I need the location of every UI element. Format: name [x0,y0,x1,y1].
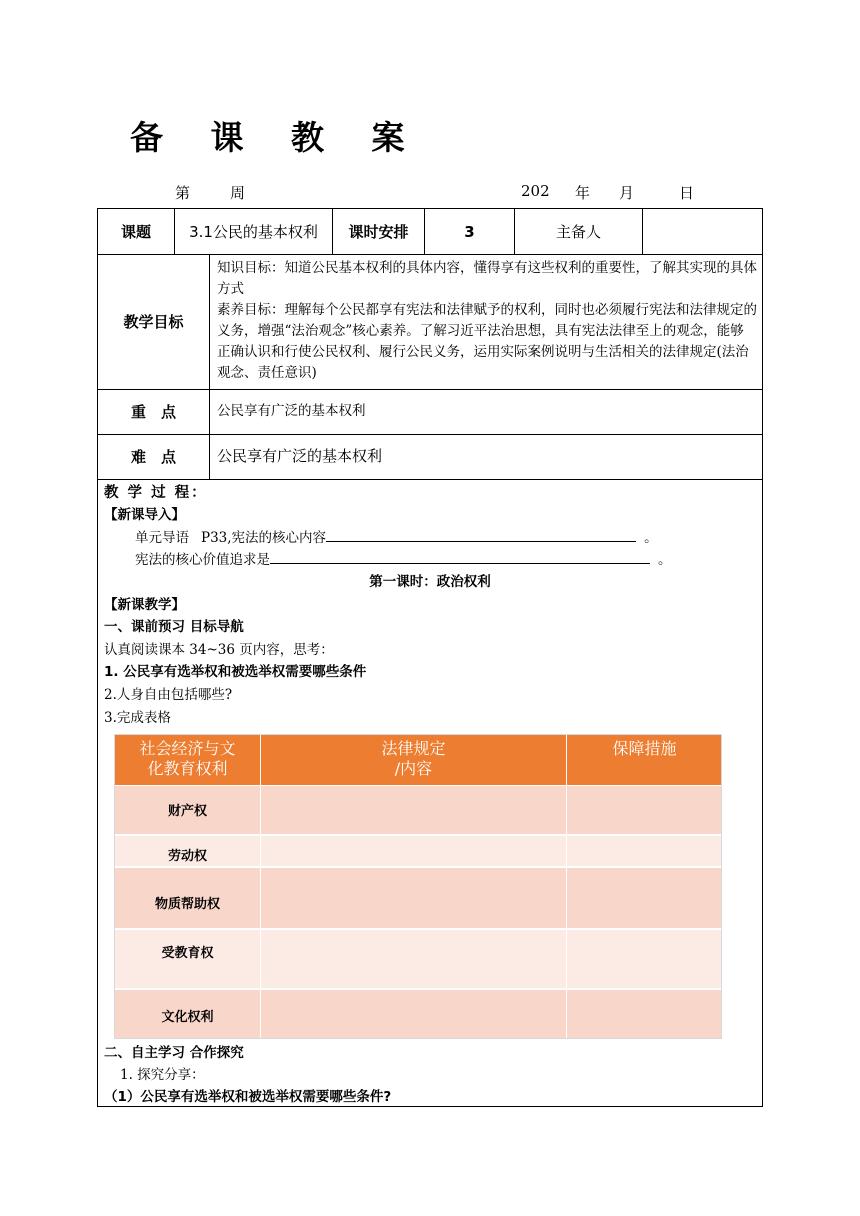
topic-label: 课题 [120,223,151,241]
rights-table [114,734,722,1039]
row-label-culture: 文化权利 [161,1010,214,1025]
schedule-value: 3 [464,222,475,241]
intro-line-1 [135,527,658,548]
intro-line1-b: P33,宪法的核心内容 [201,530,327,546]
week-label-di: 第 [175,184,191,202]
process-heading: 教 学 过 程： [104,485,208,501]
schedule-label: 课时安排 [348,223,409,241]
sec2-line: 1. 探究分享： [120,1067,205,1083]
goals-label: 教学目标 [123,313,184,331]
sec2-question: （1）公民享有选举权和被选举权需要哪些条件? [104,1089,392,1105]
question-1: 1. 公民享有选举权和被选举权需要哪些条件 [104,664,367,680]
key-point-text: 公民享有广泛的基本权利 [217,403,366,419]
table-header-col-1: 社会经济与文 化教育权利 [115,735,260,785]
table-row [115,868,721,928]
sec1-line: 认真阅读课本 34~36 页内容，思考： [104,642,334,658]
table-header-col-3: 保障措施 [567,735,722,785]
sec1-heading: 一、课前预习 目标导航 [104,619,244,635]
difficult-point-label: 难 点 [130,448,176,466]
table-row [115,836,721,866]
preparer-value [643,209,762,254]
date-year: 202 [521,182,550,200]
preparer-label: 主备人 [555,223,601,241]
date-yue: 月 [619,184,635,202]
intro-heading: 【新课导入】 [104,507,185,523]
row-label-property: 财产权 [167,804,207,819]
intro-line2-a: 宪法的核心价值追求是 [135,552,270,568]
sec2-heading: 二、自主学习 合作探究 [104,1045,244,1061]
goals-text: 知识目标：知道公民基本权利的具体内容，懂得享有这些权利的重要性，了解其实现的具体方式 素养目标：理解每个公民都享有宪法和法律赋予的权利，同时也必须履行宪法和法律规定的义务，增强“法治观念”核心素养。了解习近平法治思想，具有宪法法律至上的观念，能够正确认识和行使公民权利、履行公民义务，运用实际案例说明与生活相关的法律规定(法治观念、责任意识) [217,260,757,381]
question-2: 2.人身自由包括哪些? [104,687,233,703]
key-point-label: 重 点 [130,403,176,421]
week-label-zhou: 周 [230,184,246,202]
date-nian: 年 [575,184,591,202]
table-header-col-2: 法律规定 /内容 [261,735,566,785]
table-row [115,930,721,988]
difficult-point-text: 公民享有广泛的基本权利 [217,447,383,465]
intro-line1-end: 。 [644,530,658,546]
intro-line2-end: 。 [658,552,672,568]
table-row [115,990,721,1039]
blank-line-2[interactable] [270,549,650,564]
teach-heading: 【新课教学】 [104,597,185,613]
blank-line-1[interactable] [326,527,636,542]
lesson-title: 第一课时：政治权利 [369,574,491,590]
intro-line1-a: 单元导语 [135,530,189,546]
intro-line-2 [135,549,672,570]
question-3: 3.完成表格 [104,710,171,726]
row-label-education: 受教育权 [161,946,214,961]
date-ri: 日 [679,184,695,202]
row-label-labor: 劳动权 [167,849,207,864]
document-title: 备 课 教 案 [130,118,423,157]
table-row [115,786,721,834]
row-label-material-aid: 物质帮助权 [154,897,220,912]
topic-value: 3.1公民的基本权利 [189,222,318,241]
